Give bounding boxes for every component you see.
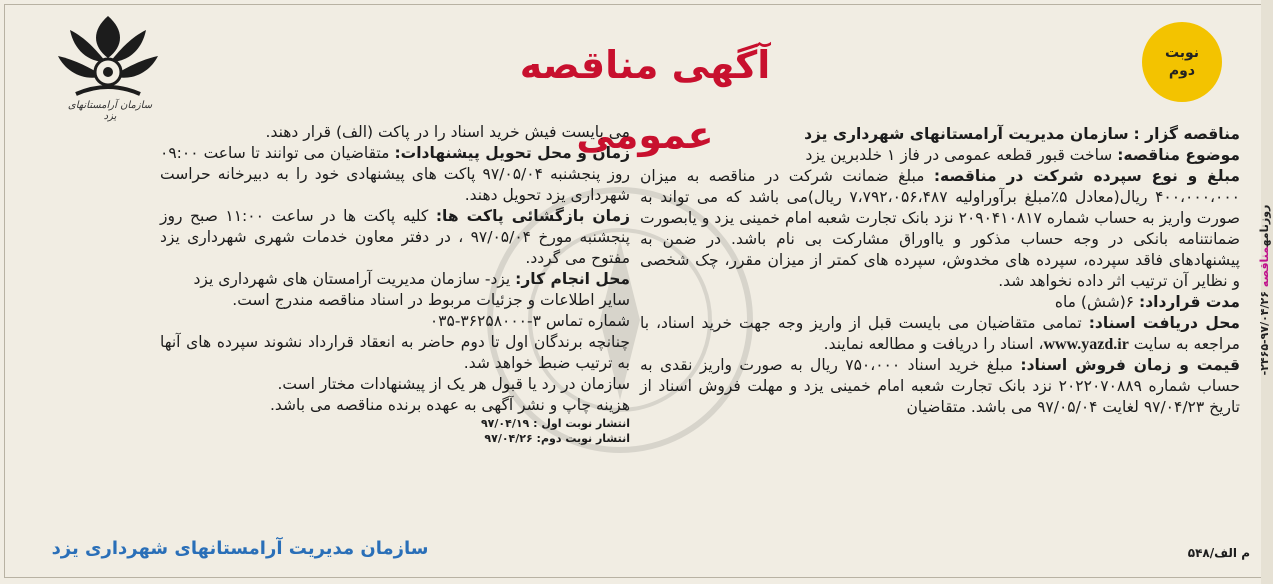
delivery-value: متقاضیان می توانند تا ساعت ۰۹:۰۰ روز پنجشنبه ۹۷/۰۵/۰۴ پاکت های پیشنهادی خود را به دبیرخانه حراست شهرداری یزد تحویل دهند. [160, 144, 630, 204]
publication-first: انتشار نوبت اول : ۹۷/۰۴/۱۹ [480, 417, 630, 430]
footer-reference: م الف/۵۴۸ [1187, 546, 1250, 560]
location-line [160, 269, 630, 290]
side-strip-text [1258, 35, 1273, 545]
location-label: محل انجام کار: [515, 270, 630, 288]
publication-second: انتشار نوبت دوم: ۹۷/۰۴/۲۶ [484, 432, 630, 445]
delivery-paragraph [160, 143, 630, 206]
issuer-value: سازمان مدیریت آرامستانهای شهرداری یزد [804, 125, 1129, 143]
deposit-value: مبلغ ضمانت شرکت در مناقصه به میزان ۴۰۰،۰۰۰،۰۰۰ ریال(معادل ۵٪مبلغ برآوراولیه ۷،۷۹۲،۰۵۶،۴۸۷ ریال)می باشد که می تواند به صورت واریز به حساب شماره ۲۰۹۰۴۱۰۸۱۷ نزد بانک تجارت شعبه امام خمینی یزد و یابصورت ضمانتنامه بانکی در وجه حساب مذکور و یااوراق مشارکت بی نام باشد. در ضمن به پیشنهادهای فاقد سپرده، سپرده های مخدوش، سپرده های کمتر از میزان مقرر، چک شخصی و نظایر آن ترتیب اثر داده نخواهد شد. [640, 167, 1241, 290]
subject-value: ساخت قبور قطعه عمومی در فاز ۱ خلدبرین یزد [805, 146, 1113, 164]
location-value: یزد- سازمان مدیریت آرامستان های شهرداری یزد [193, 270, 511, 288]
duration-label: مدت قرارداد: [1139, 293, 1240, 311]
price-value: مبلغ خرید اسناد ۷۵۰،۰۰۰ ریال به صورت واریز نقدی به حساب شماره ۲۰۲۲۰۷۰۸۸۹ نزد بانک تجارت شعبه امام خمینی یزد و مهلت فروش اسناد از تاریخ ۹۷/۰۴/۲۳ لغایت ۹۷/۰۵/۰۴ می باشد. متقاضیان [640, 356, 1240, 416]
subject-label: موضوع مناقصه: [1117, 146, 1240, 164]
docs-place-value-1: تمامی متقاضیان می بایست قبل از واریز وجه جهت خرید اسناد، با مراجعه به سایت [640, 314, 1240, 353]
notice-title: آگهی مناقصه عمومی [519, 43, 771, 157]
side-strip-brand: مناقصه [1258, 246, 1271, 288]
cost-line: هزینه چاپ و نشر آگهی به عهده برنده مناقصه می باشد. [269, 396, 630, 414]
organization-logo-icon [52, 10, 164, 110]
duration-value: ۶(شش) ماه [1054, 293, 1135, 311]
badge-line-1: نوبت [1164, 45, 1200, 61]
deposit-paragraph [640, 166, 1240, 292]
opening-value: کلیه پاکت ها در ساعت ۱۱:۰۰ صبح روز پنجشنبه مورخ ۹۷/۰۵/۰۴ ، در دفتر معاون خدمات شهری شهرداری یزد مفتوح می گردد. [160, 207, 630, 267]
left-column [160, 122, 630, 446]
docs-site-link[interactable]: www.yazd.ir [1043, 336, 1129, 353]
continuation-line: می بایست فیش خرید اسناد را در پاکت (الف) قرار دهند. [265, 123, 630, 141]
docs-place-paragraph [640, 313, 1240, 355]
more-info-line: سایر اطلاعات و جزئیات مربوط در اسناد مناقصه مندرج است. [232, 291, 630, 309]
forfeit-line: چنانچه برندگان اول تا دوم حاضر به انعقاد قرارداد نشوند سپرده های آنها به ترتیب ضبط خواهد شد. [160, 333, 630, 372]
subject-line [640, 145, 1240, 166]
price-label: قیمت و زمان فروش اسناد: [1020, 356, 1241, 374]
rights-line: سازمان در رد یا قبول هر یک از پیشنهادات مختار است. [277, 375, 630, 393]
opening-paragraph [160, 206, 630, 269]
right-column [640, 124, 1240, 418]
phone-line: شماره تماس ۳-۳۶۲۵۸۰۰۰-۰۳۵ [429, 312, 630, 330]
issuer-line [640, 124, 1240, 145]
round-badge [1142, 22, 1222, 102]
price-paragraph [640, 355, 1240, 418]
badge-line-2: دوم [1168, 63, 1196, 79]
deposit-label: مبلغ و نوع سپرده شرکت در مناقصه: [933, 167, 1240, 185]
issuer-label: مناقصه گزار : [1133, 125, 1240, 143]
side-strip-prefix: روزنامه [1258, 204, 1271, 247]
docs-place-value-2: ، اسناد را دریافت و مطالعه نمایند. [823, 335, 1044, 353]
opening-label: زمان بازگشائی پاکت ها: [435, 207, 630, 225]
side-strip-code: ۹۷/۰۴/۲۶-۲۴۶۵- [1258, 291, 1271, 376]
duration-line [640, 292, 1240, 313]
footer-organization: سازمان مدیریت آرامستانهای شهرداری یزد [51, 538, 429, 559]
logo-caption: سازمان آرامستانهای یزد [67, 100, 153, 122]
docs-place-label: محل دریافت اسناد: [1088, 314, 1240, 332]
side-strip [1258, 0, 1273, 584]
delivery-label: زمان و محل تحویل پیشنهادات: [394, 144, 630, 162]
